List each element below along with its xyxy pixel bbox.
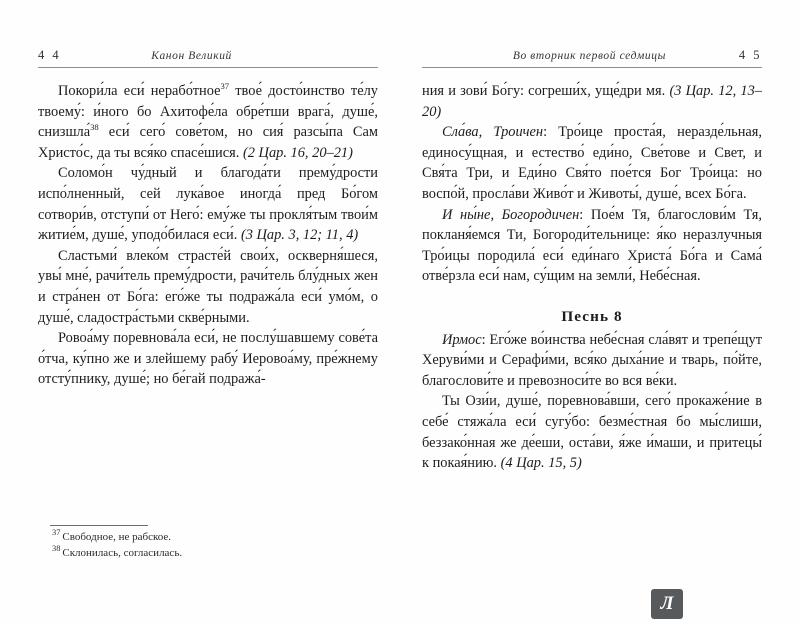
paragraph [38,163,378,245]
footnote-text: Свободное, не рабское. [62,531,172,543]
text-run: ния и зови́ Бо́гу: согреши́х, уще́дри мя. [422,83,670,99]
right-paragraph-list-after-heading [422,330,762,474]
footnote-item [38,530,378,546]
text-run: Соломо́н чу́дный и благода́ти прему́дрости испо́лненный, сей лука́вое иногда́ пред Бо́гом сотвори́в, отступи́ от Него́: ему́же ты прокля́тым твои́м житие́м, душе́, уподо́билася еси́. [38,165,378,244]
italic-run: (2 Цар. 16, 20–21) [242,144,353,161]
footnote-marker: 37 [52,528,61,538]
paragraph [422,330,762,392]
footnote-reference: 38 [90,122,99,133]
left-running-title: Канон Великий [151,50,232,62]
italic-run: (3 Цар. 3, 12; 11, 4) [240,227,359,244]
footnote-block [38,525,378,561]
text-run: : Пое́м Тя, благослови́м Тя, покланя́емся Ти, Богороди́тельнице: я́ко неразлучныя Тро́ицы породила́ еси́ еди́наго Христа́ Бо́га и Сама́ отве́рзла еси́ нам, су́щим на земли́, Небе́сная. [422,206,762,285]
right-page-number: 4 5 [738,48,762,62]
right-page [400,0,800,623]
paragraph [422,122,762,204]
right-paragraph-list [422,81,762,287]
publisher-logo [651,589,683,619]
italic-run: Сла́ва, Троичен [442,124,544,141]
italic-run: (3 Цар. 12, 13–20) [422,83,762,120]
paragraph [422,391,762,473]
left-running-head [38,48,378,68]
text-run: Покори́ла еси́ нерабо́тное [58,83,221,99]
paragraph [422,205,762,287]
footnote-marker: 38 [52,543,61,553]
text-run: Сластьми́ влеко́м страсте́й свои́х, оскверня́шеся, увы́ мне́, рачи́тель прему́дрости, рачи́тель блу́дных жен и стра́нен от Бо́га: его́же ты подража́ла еси́ умо́м, о душе́, сладостра́стьми скве́рными. [38,247,378,326]
right-page-body [422,81,762,474]
left-page-body [38,81,378,390]
footnote-reference: 37 [220,81,230,92]
song-heading: Песнь 8 [561,307,623,325]
italic-run: (4 Цар. 15, 5) [500,455,582,472]
publisher-logo-glyph: Л [660,592,674,614]
footnote-text: Склонилась, согласилась. [62,546,183,559]
italic-run: И ны́не, Богородичен [442,206,580,223]
text-run: твое́ досто́инство те́лу твоему́: и́ного бо Ахитофе́ла обре́тши врага́, душе́, снизшла́ [38,83,378,141]
left-paragraph-list [38,81,378,390]
paragraph [38,246,378,328]
footnote-rule [50,525,148,526]
left-page-number: 4 4 [38,48,62,62]
right-running-title: Во вторник первой седмицы [512,50,667,62]
text-run: : Его́же во́инства небе́сная сла́вят и трепе́щут Херуви́ми и Серафи́ми, вся́ко дыха́ние и тварь, по́йте, благослови́те и превозноси́те во вся ве́ки. [422,331,762,389]
text-run: : Тро́ице проста́я, неразде́льная, единосу́щная, и естество́ еди́но, Све́тове и Свет, и Свя́та Три, и Еди́но Свя́то пое́тся Бог Тро́ица: но воспо́й, просла́ви Живо́т и Животы́, душе́, всех Бо́га. [422,124,762,202]
paragraph [38,328,378,390]
text-run: Ровоа́му поревнова́ла еси́, не послу́шавшему сове́та о́тча, ку́пно же и злейшему рабу́ Иеровоа́му, пре́жнему отсту́пнику, душе́; но бе́гай подража́- [38,330,378,388]
text-run: еси́ сего́ сове́том, но сия́ разсы́па Сам Христо́с, да ты вся́ко спасе́шися. [38,124,378,161]
footnote-list [38,530,378,561]
right-running-head [422,48,762,68]
italic-run: Ирмос [442,331,482,348]
paragraph [422,81,762,122]
text-run: Ты Ози́и, душе́, поревнова́вши, сего́ прокаже́ние в себе́ стяжа́ла еси́ сугу́бо: безме́стная бо мы́слиши, беззако́нная же де́еши, оста́ви, я́же и́маши, и притецы́ к покая́нию. [422,393,762,472]
paragraph [38,81,378,163]
footnote-item [38,543,378,562]
